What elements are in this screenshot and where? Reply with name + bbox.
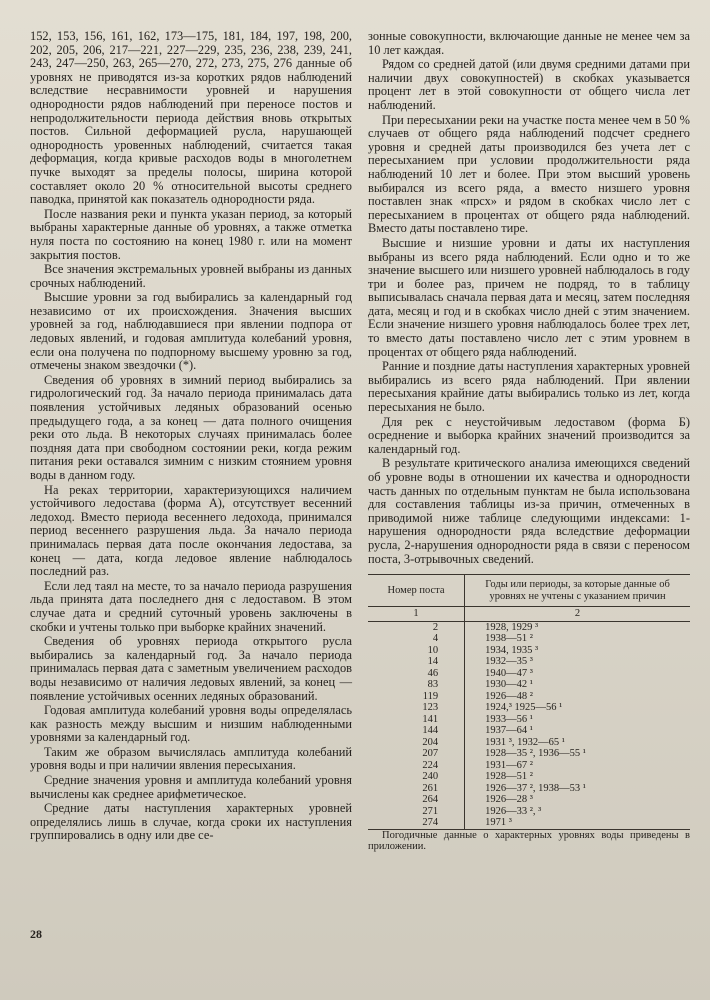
excluded-years-cell: 1926—48 ² bbox=[485, 690, 533, 702]
post-number-cell: 83 bbox=[368, 679, 465, 691]
post-number-cell: 264 bbox=[368, 794, 465, 806]
table-note: Погодичные данные о характерных уровнях воды приведены в приложении. bbox=[368, 829, 690, 853]
table-header-post: Номер поста bbox=[368, 575, 465, 607]
post-number-cell: 2 bbox=[368, 621, 465, 633]
excluded-years-cell: 1928, 1929 ³ bbox=[485, 621, 539, 633]
post-number-cell: 144 bbox=[368, 725, 465, 737]
column-number: 2 bbox=[465, 607, 690, 622]
table-row bbox=[368, 691, 690, 703]
post-number-cell: 10 bbox=[368, 645, 465, 657]
table-row bbox=[368, 656, 690, 668]
excluded-years-cell: 1971 ³ bbox=[465, 817, 690, 829]
excluded-years-cell: 1926—28 ³ bbox=[485, 794, 533, 806]
excluded-years-cell: 1931 ³, 1932—65 ¹ bbox=[485, 736, 565, 748]
table-row bbox=[368, 714, 690, 726]
paragraph: При пересыхании реки на участке поста менее чем в 50 % случаев от общего ряда наблюдений подсчет среднего уровня и средней даты производился без учета лет с пересыханием при условии продолжительности ряда наблюдений 10 лет и более. При этом высший уровень выбирался из всего ряда, а вместо низшего уровня поставлен знак «прсх» и рядом в скобках число лет с пересыханием в процентах от общего ряда наблюдений. Вместо даты поставлено тире. bbox=[368, 112, 690, 236]
post-number-cell: 46 bbox=[368, 668, 465, 680]
excluded-years-cell: 1928—35 ², 1936—55 ¹ bbox=[485, 748, 586, 760]
paragraph: Высшие уровни за год выбирались за календарный год независимо от их происхождения. Значения высших уровней за год, наблюдавшиеся при явлении подпора от ледовых явлений, и годовая амплитуда колебаний уровня, если она получена по подпорному высшему уровню за год, отмечены знаком звездочки (*). bbox=[30, 290, 352, 373]
right-column bbox=[368, 30, 690, 854]
table-body bbox=[368, 621, 690, 829]
post-number-cell: 141 bbox=[368, 714, 465, 726]
post-number-cell: 274 bbox=[368, 817, 465, 829]
paragraph: Годовая амплитуда колебаний уровня воды определялась как разность между высшим и низшим наблюденными уровнями за календарный год. bbox=[30, 703, 352, 745]
table-row bbox=[368, 679, 690, 691]
table-row bbox=[368, 817, 690, 829]
table-row bbox=[368, 725, 690, 737]
paragraph: Средние даты наступления характерных уровней определялись лишь в случае, когда сроки их наступления группировались в одну или две се- bbox=[30, 801, 352, 843]
post-number-cell: 271 bbox=[368, 806, 465, 818]
post-number-cell: 204 bbox=[368, 737, 465, 749]
excluded-years-cell: 1933—56 ¹ bbox=[485, 713, 533, 725]
paragraph: 152, 153, 156, 161, 162, 173—175, 181, 184, 197, 198, 200, 202, 205, 206, 217—221, 227—229, 235, 236, 238, 239, 241, 243, 247—250, 263, 265—270, 272, 273, 275, 276 данные об уровнях не приводятся из-за коротких рядов наблюдений вследствие несравнимости уровней и нарушения однородности рядов наблюдений при переносе постов и непродолжительности периода действия вновь открытых постов. Сильной деформацией русла, нарушающей однородность уровенных наблюдений, считается такая деформация, когда кривые расходов воды в многолетнем пучке выходят за пределы полосы, ширина которой составляет около 20 % относительной высоты среднего паводка, принятой как показатель однородности ряда. bbox=[30, 29, 352, 207]
post-number-cell: 207 bbox=[368, 748, 465, 760]
excluded-years-cell: 1938—51 ² bbox=[485, 633, 533, 645]
paragraph: Сведения об уровнях в зимний период выбирались за гидрологический год. За начало периода принималась дата появления устойчивых ледяных образований осенью предыдущего года, а за конец — дата полного очищения реки ото льда. В некоторых случаях принималась более поздняя дата при свободном состоянии реки, когда режим питания реки оставался зимним с низким стоянием уровня воды в данном году. bbox=[30, 372, 352, 482]
excluded-years-cell: 1926—37 ², 1938—53 ¹ bbox=[485, 782, 586, 794]
paragraph: Для рек с неустойчивым ледоставом (форма Б) осреднение и выборка крайних значений производится за календарный год. bbox=[368, 414, 690, 456]
excluded-years-cell: 1930—42 ¹ bbox=[485, 679, 533, 691]
excluded-years-cell: 1924,³ 1925—56 ¹ bbox=[485, 702, 563, 714]
paragraph: На реках территории, характеризующихся наличием устойчивого ледостава (форма А), отсутствует весенний ледоход. Вместо периода весеннего ледохода, принимался период весеннего разрушения льда. За начало периода принималась первая дата после окончания ледостава, за конец — дата, когда ледовое явление наблюдалось последний раз. bbox=[30, 482, 352, 579]
table-row bbox=[368, 645, 690, 657]
excluded-data-table bbox=[368, 574, 690, 830]
table-row bbox=[368, 702, 690, 714]
paragraph: Все значения экстремальных уровней выбраны из данных срочных наблюдений. bbox=[30, 262, 352, 290]
column-number: 1 bbox=[368, 607, 465, 622]
paragraph: Если лед таял на месте, то за начало периода разрушения льда принята дата последнего дня с ледоставом. В этом случае дата и средний суточный уровень заключены в скобки и учтены только при выборке крайних значений. bbox=[30, 578, 352, 634]
table-row bbox=[368, 806, 690, 818]
excluded-years-cell: 1928—51 ² bbox=[485, 771, 533, 783]
excluded-years-cell: 1932—35 ³ bbox=[485, 656, 533, 668]
excluded-years-cell: 1926—33 ², ³ bbox=[485, 805, 542, 817]
post-number-cell: 261 bbox=[368, 783, 465, 795]
paragraph: Высшие и низшие уровни и даты их наступления выбраны из всего ряда наблюдений. Если одно и то же значение высшего или низшего уровней наблюдалось в году три и более раз, причем не подряд, то в таблицу выписывалась сначала первая дата и месяц, затем последняя дата, месяц и год и в скобках число дней с этим значением. Если значение низшего уровня наблюдалось более трех лет, то вместо даты поставлено число лет с этим уровнем в процентах от общего ряда наблюдений. bbox=[368, 235, 690, 359]
post-number-cell: 119 bbox=[368, 691, 465, 703]
paragraph: Средние значения уровня и амплитуда колебаний уровня вычислены как среднее арифметическое. bbox=[30, 773, 352, 801]
paragraph: Сведения об уровнях периода открытого русла выбирались за календарный год. За начало периода принималась первая дата с заметным увеличением расходов воды независимо от наличия ледовых явлений, за конец — появление устойчивых осенних ледяных образований. bbox=[30, 634, 352, 703]
page-number: 28 bbox=[30, 927, 42, 941]
excluded-years-cell: 1931—67 ² bbox=[485, 759, 533, 771]
table-row bbox=[368, 748, 690, 760]
excluded-years-cell: 1934, 1935 ³ bbox=[485, 644, 539, 656]
post-number-cell: 240 bbox=[368, 771, 465, 783]
post-number-cell: 4 bbox=[368, 633, 465, 645]
table-row bbox=[368, 668, 690, 680]
post-number-cell: 123 bbox=[368, 702, 465, 714]
table-row bbox=[368, 633, 690, 645]
table-row bbox=[368, 794, 690, 806]
table-row bbox=[368, 760, 690, 772]
table-row bbox=[368, 783, 690, 795]
paragraph: Ранние и поздние даты наступления характерных уровней выбирались из всего ряда наблюдений. При явлении пересыхания крайние даты выбирались только из лет, когда пересыхания не было. bbox=[368, 359, 690, 415]
table-row bbox=[368, 621, 690, 633]
table-row bbox=[368, 737, 690, 749]
table-row bbox=[368, 771, 690, 783]
excluded-years-cell: 1937—64 ¹ bbox=[485, 725, 533, 737]
paragraph: В результате критического анализа имеющихся сведений об уровне воды в отношении их качества и однородности часть данных по отдельным пунктам не была использована для составления таблицы из-за причин, отмеченных в приводимой ниже таблице следующими индексами: 1-нарушения однородности ряда вследствие деформации русла, 2-нарушения однородности ряда в связи с переносом поста, 3-отрывочных сведений. bbox=[368, 456, 690, 566]
table-header-years: Годы или периоды, за которые данные об уровнях не учтены с указанием причин bbox=[465, 575, 690, 607]
post-number-cell: 14 bbox=[368, 656, 465, 668]
paragraph: Рядом со средней датой (или двумя средними датами при наличии двух совокупностей) в скобках указывается процент лет в этой совокупности от общего числа лет наблюдений. bbox=[368, 57, 690, 112]
paragraph: зонные совокупности, включающие данные не менее чем за 10 лет каждая. bbox=[368, 29, 690, 57]
excluded-years-cell: 1940—47 ³ bbox=[485, 667, 533, 679]
post-number-cell: 224 bbox=[368, 760, 465, 772]
paragraph: Таким же образом вычислялась амплитуда колебаний уровня воды и при наличии явления пересыхания. bbox=[30, 744, 352, 773]
paragraph: После названия реки и пункта указан период, за который выбраны характерные данные об уровнях, а также отметка нуля поста по состоянию на конец 1980 г. или на момент закрытия постов. bbox=[30, 206, 352, 262]
left-column bbox=[30, 30, 352, 844]
